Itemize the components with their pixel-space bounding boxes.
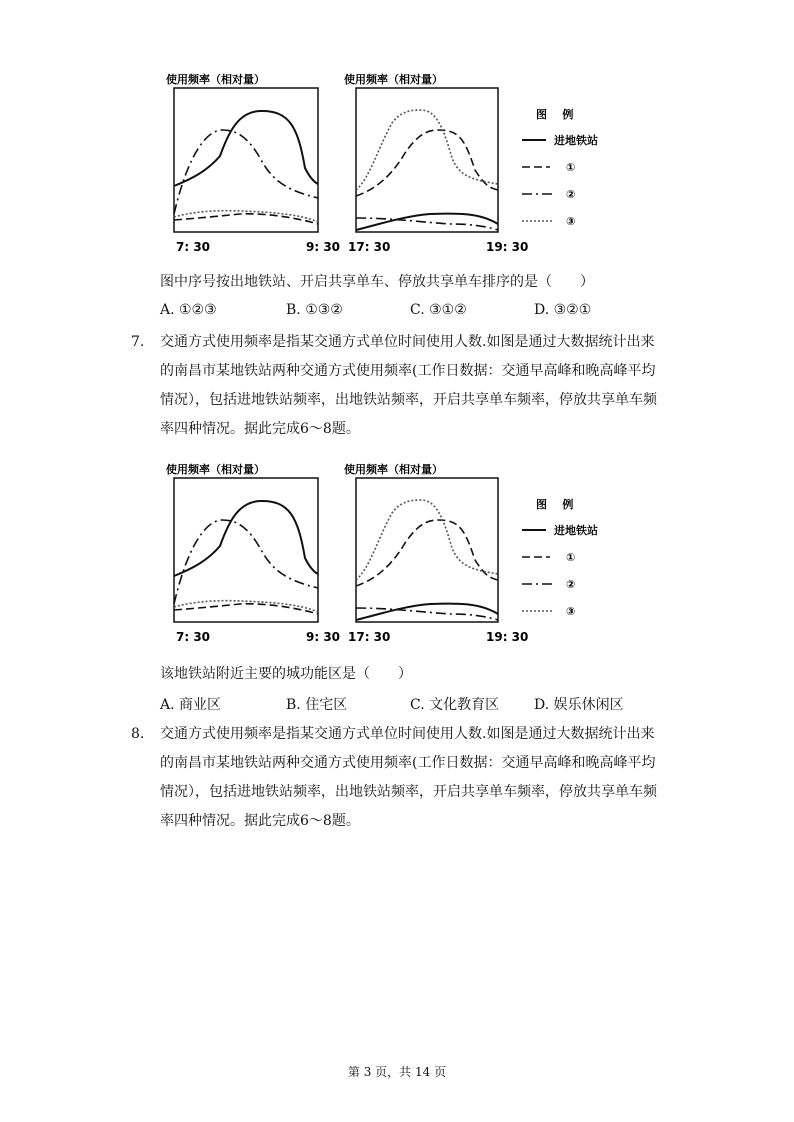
- x-label-right-end: 19: 30: [486, 630, 529, 644]
- series-enter-morning: [174, 111, 318, 186]
- q6-option-a[interactable]: A. ①②③: [160, 302, 217, 318]
- q7-options: [160, 694, 720, 716]
- q7-stem: 该地铁站附近主要的城功能区是（ ）: [160, 666, 412, 682]
- x-label-left-start: 7: 30: [176, 240, 211, 254]
- plot-frame-evening: [356, 478, 498, 622]
- series-3-morning: [174, 211, 318, 222]
- q7-line: 的南昌市某地铁站两种交通方式使用频率(工作日数据：交通早高峰和晚高峰平均: [160, 363, 656, 379]
- q6-option-c[interactable]: C. ③①②: [410, 302, 467, 318]
- q7-option-a[interactable]: A. 商业区: [160, 697, 222, 713]
- q8-number: 8.: [131, 726, 145, 742]
- q8-line: 率四种情况。据此完成6～8题。: [160, 813, 360, 829]
- x-label-left-end: 9: 30: [306, 240, 341, 254]
- page-footer: 第 3 页，共 14 页: [347, 1065, 447, 1079]
- q7-number: 7.: [131, 334, 145, 350]
- legend-label-1: ①: [566, 551, 576, 564]
- q7-passage: [160, 328, 720, 444]
- series-2-morning: [174, 520, 318, 604]
- y-axis-label-right: 使用频率（相对量）: [344, 73, 443, 86]
- q7-option-b[interactable]: B. 住宅区: [286, 697, 348, 713]
- series-enter-evening: [356, 214, 498, 230]
- series-1-evening: [356, 520, 498, 586]
- series-enter-evening: [356, 604, 498, 620]
- usage-frequency-figure-1: [160, 68, 610, 258]
- legend-label-enter: 进地铁站: [554, 134, 598, 147]
- legend-label-enter: 进地铁站: [554, 524, 598, 537]
- series-3-evening: [356, 500, 498, 580]
- q8-passage: [160, 720, 720, 836]
- legend-label-3: ③: [566, 605, 576, 618]
- y-axis-label-left: 使用频率（相对量）: [166, 463, 265, 476]
- q8-line: 的南昌市某地铁站两种交通方式使用频率(工作日数据：交通早高峰和晚高峰平均: [160, 755, 656, 771]
- q6-option-d[interactable]: D. ③②①: [534, 302, 592, 318]
- q6-stem: 图中序号按出地铁站、开启共享单车、停放共享单车排序的是（ ）: [160, 274, 594, 290]
- series-1-evening: [356, 130, 498, 196]
- q7-line: 交通方式使用频率是指某交通方式单位时间使用人数.如图是通过大数据统计出来: [160, 334, 655, 350]
- series-enter-morning: [174, 501, 318, 576]
- y-axis-label-right: 使用频率（相对量）: [344, 463, 443, 476]
- x-label-right-start: 17: 30: [348, 630, 391, 644]
- legend-label-2: ②: [566, 578, 576, 591]
- x-label-right-end: 19: 30: [486, 240, 529, 254]
- plot-frame-evening: [356, 88, 498, 232]
- q7-option-c[interactable]: C. 文化教育区: [410, 697, 500, 713]
- series-3-evening: [356, 110, 498, 190]
- plot-frame-morning: [174, 88, 318, 232]
- x-label-left-end: 9: 30: [306, 630, 341, 644]
- x-label-left-start: 7: 30: [176, 630, 211, 644]
- legend-title: 图 例: [536, 108, 574, 121]
- q7-line: 率四种情况。据此完成6～8题。: [160, 421, 360, 437]
- series-1-morning: [174, 214, 318, 224]
- x-label-right-start: 17: 30: [348, 240, 391, 254]
- series-2-morning: [174, 130, 318, 214]
- q6-option-b[interactable]: B. ①③②: [286, 302, 343, 318]
- q8-line: 情况），包括进地铁站频率，出地铁站频率，开启共享单车频率，停放共享单车频: [160, 784, 657, 800]
- legend-label-2: ②: [566, 188, 576, 201]
- series-1-morning: [174, 604, 318, 614]
- legend-label-1: ①: [566, 161, 576, 174]
- y-axis-label-left: 使用频率（相对量）: [166, 73, 265, 86]
- series-3-morning: [174, 601, 318, 612]
- q8-line: 交通方式使用频率是指某交通方式单位时间使用人数.如图是通过大数据统计出来: [160, 726, 655, 742]
- plot-frame-morning: [174, 478, 318, 622]
- q7-line: 情况），包括进地铁站频率，出地铁站频率，开启共享单车频率，停放共享单车频: [160, 392, 657, 408]
- usage-frequency-figure-2: [160, 458, 610, 648]
- q6-options: [160, 302, 720, 324]
- legend-title: 图 例: [536, 498, 574, 511]
- legend-label-3: ③: [566, 215, 576, 228]
- q7-option-d[interactable]: D. 娱乐休闲区: [534, 697, 624, 713]
